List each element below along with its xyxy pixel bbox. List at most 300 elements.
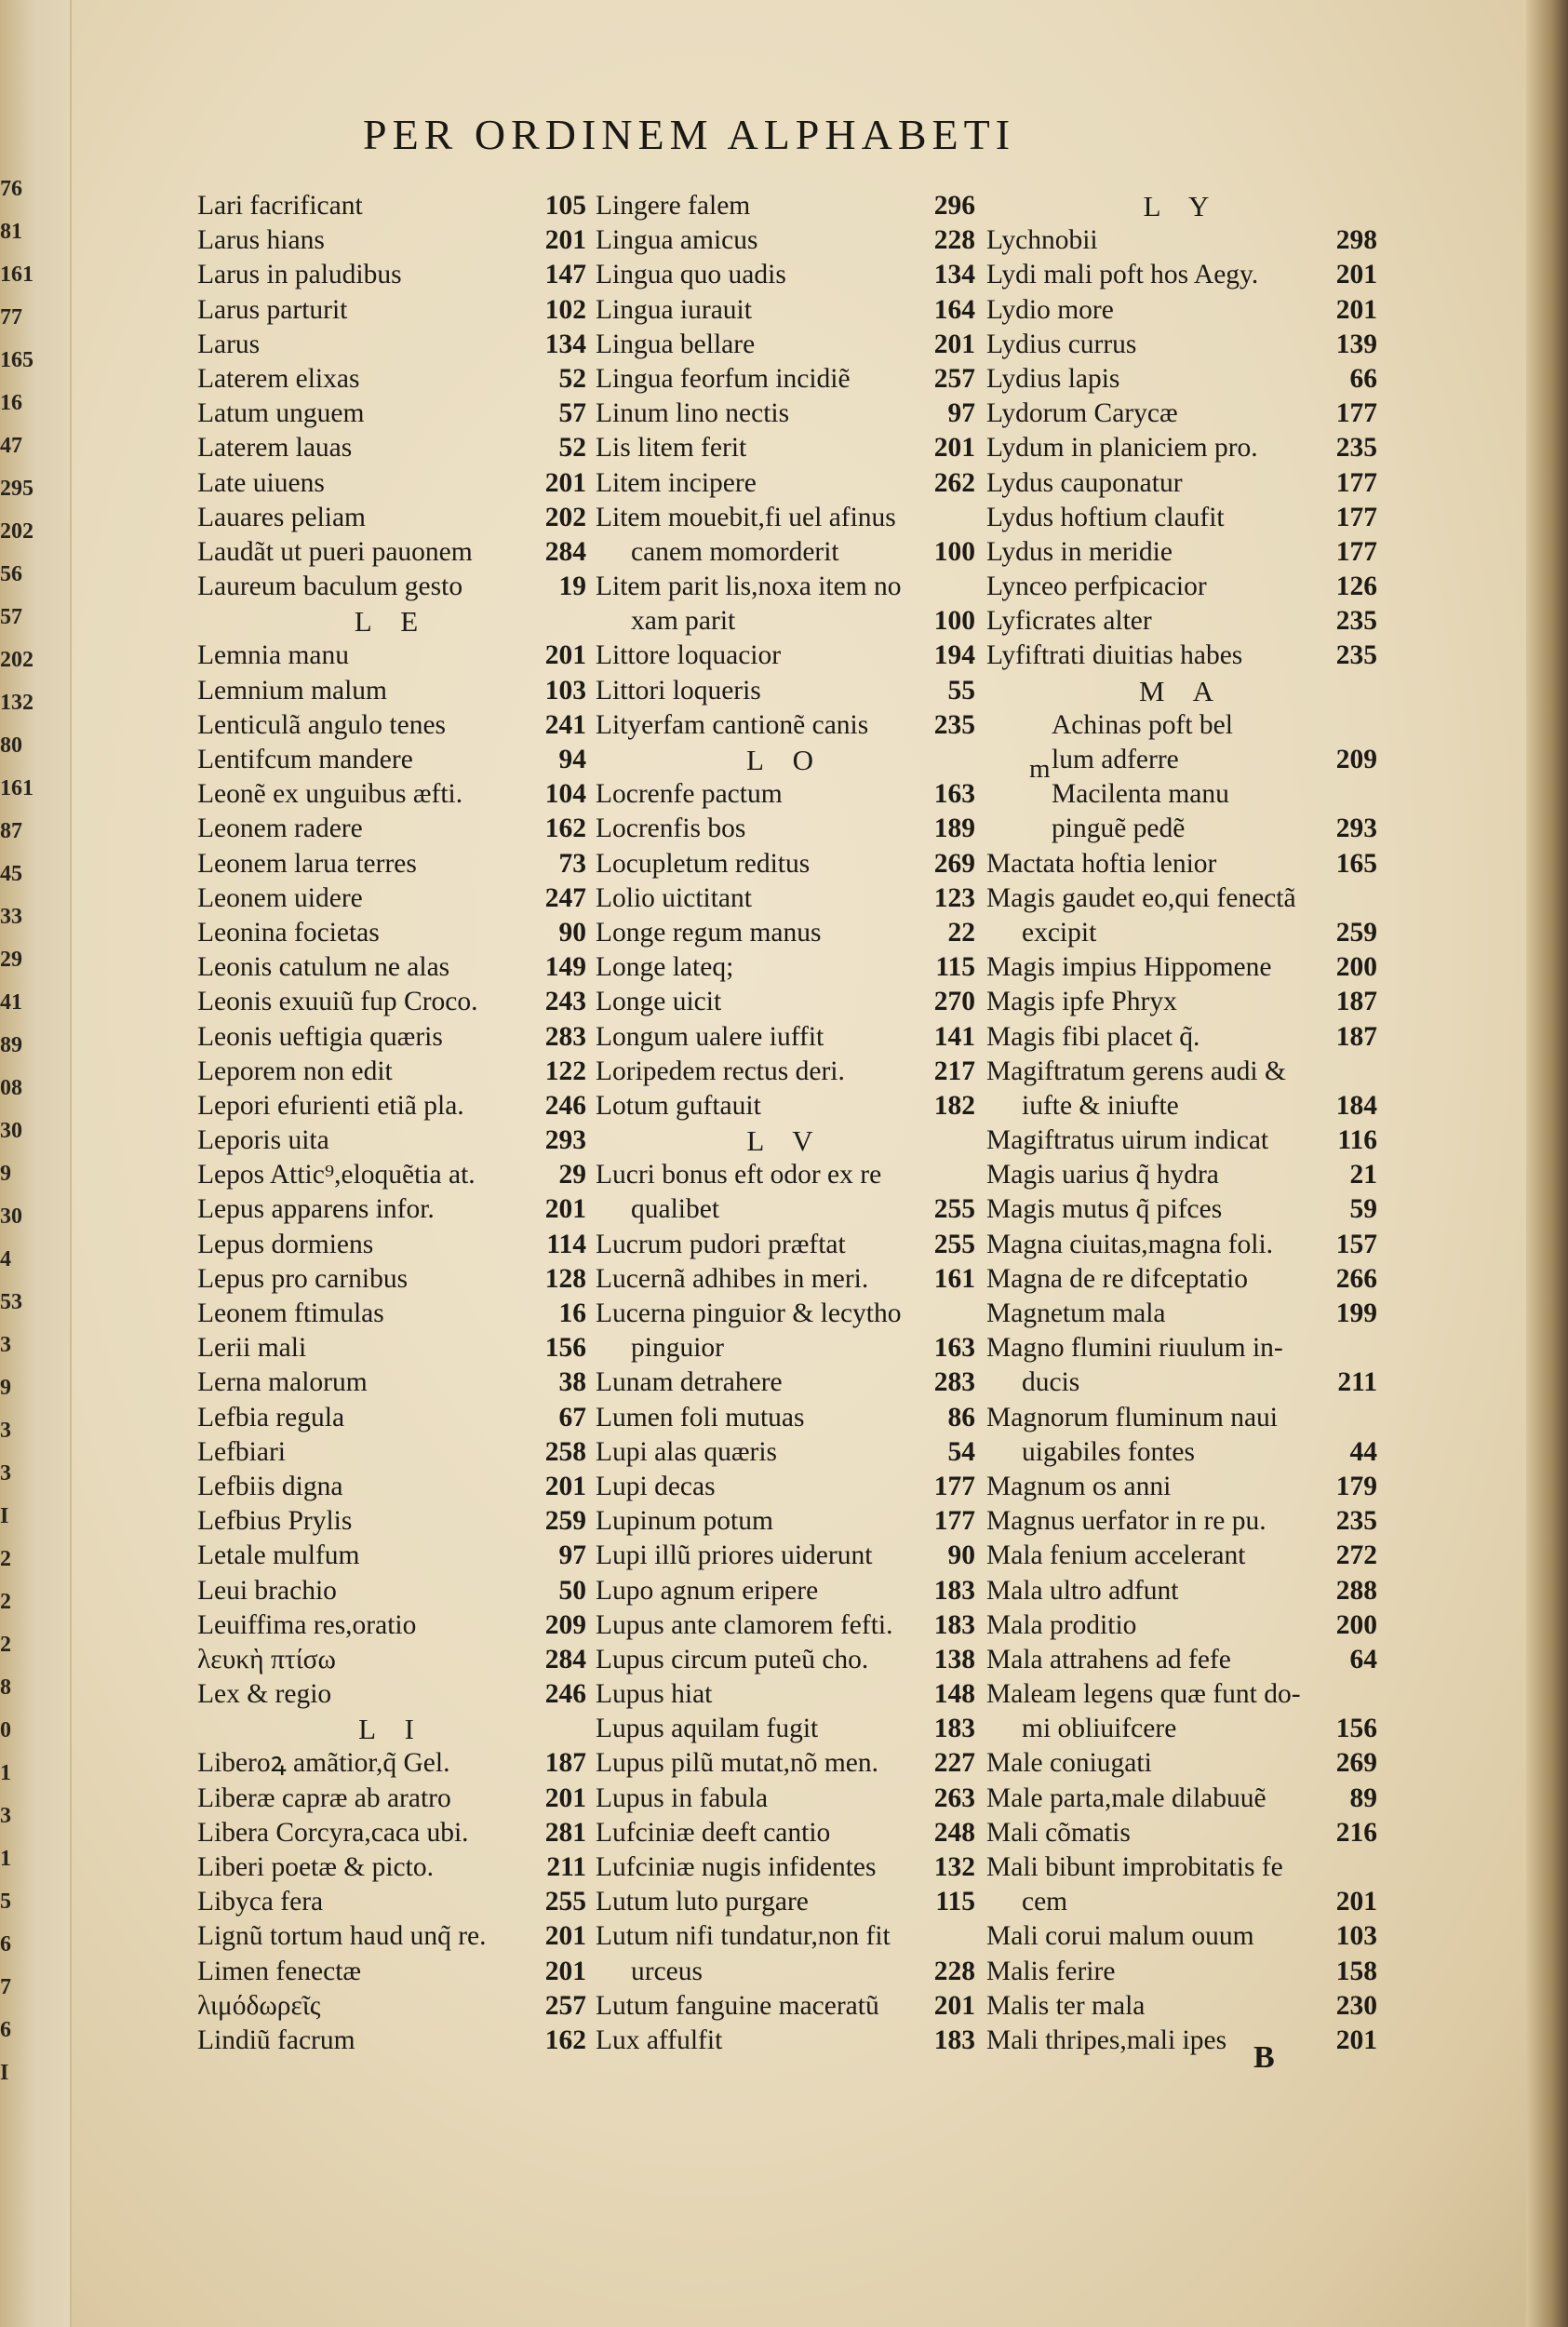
page-number: 187: [1335, 1021, 1377, 1052]
page-number: 262: [933, 467, 975, 498]
index-entry: [197, 535, 586, 570]
index-entry: [197, 1919, 586, 1954]
index-entry: [197, 985, 586, 1019]
page-number: 122: [544, 1056, 586, 1086]
entry-text: Magnetum mala: [986, 1298, 1166, 1328]
entry-text: Longe uicit: [596, 987, 722, 1017]
page-number: 177: [1335, 536, 1377, 567]
entry-text: Magno flumini riuulum in-: [986, 1333, 1283, 1364]
page-number: 19: [558, 572, 586, 602]
entry-text: Littore loquacior: [596, 640, 782, 671]
index-entry: [986, 535, 1377, 570]
index-entry: [986, 466, 1377, 501]
index-entry: [986, 397, 1377, 431]
gutter-number: 57: [0, 605, 22, 629]
index-entry: [197, 293, 586, 328]
index-entry: [986, 1262, 1377, 1297]
page-number: 298: [1335, 225, 1377, 256]
entry-text: Lari facrificant: [197, 191, 363, 221]
page-number: 183: [933, 1609, 975, 1640]
page-number: 227: [933, 1748, 975, 1779]
page-number: 50: [558, 1575, 586, 1606]
index-entry: [197, 1365, 586, 1400]
page-number: 183: [933, 1575, 975, 1606]
entry-text: Lefbiari: [197, 1436, 286, 1467]
gutter-number: 295: [0, 477, 34, 501]
page-number: 228: [933, 1956, 975, 1986]
page-number: 257: [933, 363, 975, 394]
page-number: 163: [933, 779, 975, 810]
entry-text: qualibet: [631, 1194, 720, 1225]
page-number: 103: [544, 675, 586, 706]
index-entry: [596, 1816, 975, 1850]
gutter-number: 3: [0, 1461, 11, 1486]
page-number: 235: [1335, 606, 1377, 637]
index-column-3: [986, 189, 1377, 2058]
entry-text: Magna de re difceptatio: [986, 1263, 1248, 1294]
entry-text: Laterem lauas: [197, 433, 353, 464]
index-entry: [596, 1020, 975, 1055]
gutter-number: 9: [0, 1162, 11, 1186]
entry-text: Leporis uita: [197, 1125, 329, 1156]
gutter-number: 53: [0, 1290, 22, 1314]
page-number: 281: [544, 1817, 586, 1848]
entry-text: Lydius currus: [986, 329, 1137, 359]
index-entry: [986, 1782, 1377, 1816]
gutter-number: 33: [0, 905, 22, 929]
page-number: 235: [933, 709, 975, 740]
index-entry: [986, 1435, 1377, 1470]
index-entry: [986, 1401, 1377, 1435]
index-entry: [596, 362, 975, 397]
section-heading-text: L I: [358, 1713, 425, 1746]
index-entry: [986, 950, 1377, 985]
page-number: 283: [933, 1367, 975, 1398]
entry-text: Malis ter mala: [986, 1990, 1146, 2021]
entry-text: xam parit: [631, 606, 736, 637]
index-entry: [986, 1504, 1377, 1539]
entry-text: Lignũ tortum haud unq̃ re.: [197, 1921, 487, 1952]
page-number: 183: [933, 2024, 975, 2055]
index-entry: [197, 1850, 586, 1885]
page-number: 52: [558, 433, 586, 464]
index-entry: [197, 881, 586, 916]
entry-text: Magnorum fluminum naui: [986, 1402, 1278, 1433]
entry-text: Lityerfam cantionẽ canis: [596, 709, 869, 740]
page-number: 90: [947, 1540, 975, 1571]
entry-text: Leui brachio: [197, 1575, 337, 1606]
entry-text: λιμόδωρεῖς: [197, 1990, 321, 2021]
entry-text: Lydus hoftium claufit: [986, 502, 1225, 532]
page-number: 296: [933, 191, 975, 221]
gutter-number: 165: [0, 348, 34, 372]
page-number: 258: [544, 1436, 586, 1467]
index-entry: [596, 466, 975, 501]
gutter-number: 5: [0, 1890, 11, 1914]
gutter-number: 6: [0, 1932, 11, 1957]
index-entry: [986, 1470, 1377, 1504]
index-entry: [986, 1816, 1377, 1850]
section-heading-text: L O: [746, 744, 824, 776]
index-entry: [197, 2024, 586, 2058]
page-number: 187: [1335, 987, 1377, 1017]
entry-text: Littori loqueris: [596, 675, 761, 706]
index-entry: [197, 950, 586, 985]
entry-text: Magis ipfe Phryx: [986, 987, 1177, 1017]
entry-text: Lupi decas: [596, 1471, 716, 1501]
index-entry: [197, 674, 586, 708]
index-entry: [596, 189, 975, 223]
entry-text: Magis uarius q̃ hydra: [986, 1160, 1219, 1190]
index-entry: [986, 2024, 1377, 2058]
index-entry: [596, 1401, 975, 1435]
index-entry: [197, 1608, 586, 1643]
entry-text: uigabiles fontes: [1022, 1436, 1195, 1467]
index-entry: [986, 501, 1377, 535]
index-entry: [596, 1365, 975, 1400]
page-number: 202: [544, 502, 586, 532]
gutter-number: I: [0, 1504, 9, 1528]
entry-text: Lupi illũ priores uiderunt: [596, 1540, 873, 1571]
entry-text: Lepus apparens infor.: [197, 1194, 435, 1225]
gutter-number: 81: [0, 220, 22, 244]
page-number: 116: [1337, 1125, 1377, 1156]
index-entry: [986, 1608, 1377, 1643]
page-header: PER ORDINEM ALPHABETI: [363, 111, 1016, 158]
index-entry: [986, 1712, 1377, 1746]
index-column-1: [197, 189, 586, 2058]
index-entry: [986, 1574, 1377, 1608]
entry-text: Leonis ueftigia quæris: [197, 1021, 443, 1052]
index-entry: [596, 777, 975, 812]
entry-text: Leporem non edit: [197, 1056, 393, 1086]
gutter-number: 08: [0, 1076, 22, 1100]
index-entry: [986, 1746, 1377, 1781]
page-number: 216: [1335, 1817, 1377, 1848]
index-entry: [596, 1989, 975, 2024]
entry-text: Lupus in fabula: [596, 1782, 769, 1813]
entry-text: Lemnium malum: [197, 675, 388, 706]
page-number: 126: [1335, 572, 1377, 602]
gutter-number: 202: [0, 519, 34, 544]
gutter-number: 47: [0, 434, 22, 458]
entry-text: Lutum fanguine maceratũ: [596, 1990, 879, 2021]
page-number: 97: [947, 398, 975, 429]
index-entry: [596, 501, 975, 535]
entry-text: Lupus hiat: [596, 1679, 713, 1710]
index-entry: [596, 1158, 975, 1192]
entry-text: urceus: [631, 1956, 703, 1986]
index-entry: [596, 916, 975, 950]
page-number: 201: [544, 640, 586, 671]
index-entry: [596, 293, 975, 328]
index-entry: [197, 1677, 586, 1712]
entry-text: Locupletum reditus: [596, 848, 811, 879]
entry-text: Lydus cauponatur: [986, 467, 1183, 498]
entry-text: Lotum guftauit: [596, 1090, 761, 1121]
index-entry: [986, 1989, 1377, 2024]
index-entry: [596, 535, 975, 570]
page-number: 284: [544, 536, 586, 567]
index-entry: [596, 985, 975, 1019]
entry-text: Leonis exuuiũ fup Croco.: [197, 987, 478, 1017]
page-number: 162: [544, 2024, 586, 2055]
page-number: 201: [1335, 2024, 1377, 2055]
page-number: 284: [544, 1644, 586, 1675]
page-number: 86: [947, 1402, 975, 1433]
page-number: 217: [933, 1056, 975, 1086]
index-entry: [197, 1435, 586, 1470]
entry-text: Litem incipere: [596, 467, 757, 498]
entry-text: ducis: [1022, 1367, 1080, 1398]
entry-text: lum adferre: [1052, 745, 1179, 774]
index-entry: [596, 1297, 975, 1331]
entry-text: Lolio uictitant: [596, 882, 752, 913]
section-heading: [197, 1712, 586, 1746]
entry-text: iufte & iniufte: [1022, 1090, 1179, 1121]
index-entry: [596, 570, 975, 604]
entry-text: Lucerna pinguior & lecytho: [596, 1298, 902, 1328]
page-number: 266: [1335, 1263, 1377, 1294]
index-entry: [986, 1158, 1377, 1192]
entry-text: Lerna malorum: [197, 1367, 368, 1398]
index-entry: [197, 777, 586, 812]
page-number: 246: [544, 1090, 586, 1121]
entry-text: Lupinum potum: [596, 1506, 773, 1537]
entry-text: Laureum baculum gesto: [197, 572, 463, 602]
entry-text: Lepori efurienti etiã pla.: [197, 1090, 464, 1121]
page-number: 90: [558, 917, 586, 948]
entry-text: Lefbiis digna: [197, 1471, 343, 1501]
page-number: 57: [558, 398, 586, 429]
index-entry: [596, 1089, 975, 1123]
page-number: 241: [544, 709, 586, 740]
page-number: 123: [933, 882, 975, 913]
entry-text: Laudãt ut pueri pauonem: [197, 536, 473, 567]
entry-text: Lydum in planiciem pro.: [986, 433, 1258, 464]
page-number: 201: [933, 329, 975, 359]
gutter-number: 30: [0, 1119, 22, 1143]
index-entry: [197, 1574, 586, 1608]
index-entry: [197, 1782, 586, 1816]
entry-text: Magnum os anni: [986, 1471, 1172, 1501]
page-number: 73: [558, 848, 586, 879]
page-number: 283: [544, 1021, 586, 1052]
entry-text: Macilenta manu: [1052, 779, 1229, 810]
entry-text: Lauares peliam: [197, 502, 367, 532]
index-entry: [197, 1297, 586, 1331]
index-entry: [596, 223, 975, 258]
index-entry: [986, 639, 1377, 673]
index-entry: [197, 501, 586, 535]
gutter-number: 29: [0, 948, 22, 972]
index-entry: [986, 1850, 1377, 1885]
index-entry: [986, 1955, 1377, 1989]
index-entry: [197, 1401, 586, 1435]
gutter-number: 77: [0, 305, 22, 330]
page-number: 29: [558, 1160, 586, 1190]
entry-text: Locrenfis bos: [596, 814, 746, 844]
section-heading: [986, 189, 1377, 223]
page-number: 22: [947, 917, 975, 948]
page-number: 201: [544, 1194, 586, 1225]
entry-text: Maleam legens quæ funt do-: [986, 1679, 1301, 1710]
index-column-2: [596, 189, 975, 2058]
page-number: 189: [933, 814, 975, 844]
gutter-number: 80: [0, 733, 22, 758]
index-entry: [197, 1989, 586, 2024]
index-entry: [197, 1228, 586, 1262]
index-entry: [596, 1608, 975, 1643]
page-number: 199: [1335, 1298, 1377, 1328]
page-number: 134: [933, 260, 975, 290]
index-entry: [986, 1677, 1377, 1712]
index-entry: [986, 328, 1377, 362]
page-number: 177: [933, 1506, 975, 1537]
index-entry: [596, 397, 975, 431]
page-number: 100: [933, 536, 975, 567]
page-number: 201: [1335, 1887, 1377, 1917]
entry-text: Lydus in meridie: [986, 536, 1173, 567]
gutter-number: 41: [0, 990, 22, 1015]
index-entry: [197, 223, 586, 258]
index-entry: [197, 1123, 586, 1158]
page-number: 179: [1335, 1471, 1377, 1501]
index-entry: [596, 1712, 975, 1746]
entry-text: Lucernã adhibes in meri.: [596, 1263, 869, 1294]
index-entry: [596, 674, 975, 708]
entry-text: Achinas poft bel: [1052, 709, 1233, 740]
page-number: 270: [933, 987, 975, 1017]
entry-text: Lingua bellare: [596, 329, 756, 359]
page-number: 293: [544, 1125, 586, 1156]
entry-text: Lefbius Prylis: [197, 1506, 353, 1537]
index-entry: [197, 639, 586, 673]
page-number: 201: [544, 225, 586, 256]
section-heading-text: M A: [1139, 674, 1225, 707]
entry-text: Male coniugati: [986, 1748, 1152, 1779]
page-number: 201: [544, 1471, 586, 1501]
page-number: 177: [933, 1471, 975, 1501]
index-entry: [596, 328, 975, 362]
entry-text: canem momorderit: [631, 536, 839, 567]
index-entry: [596, 1677, 975, 1712]
index-entry: [197, 1055, 586, 1089]
entry-text: Magiftratum gerens audi &: [986, 1056, 1286, 1086]
page-number: 243: [544, 987, 586, 1017]
index-entry: [596, 1885, 975, 1919]
entry-text: Lynceo perfpicacior: [986, 572, 1207, 602]
page-number: 147: [544, 260, 586, 290]
page-number: 115: [935, 1887, 975, 1917]
page-number: 235: [1335, 433, 1377, 464]
entry-text: Liberi poetæ & picto.: [197, 1852, 434, 1882]
index-entry: [596, 1228, 975, 1262]
index-entry: [596, 1435, 975, 1470]
entry-text: Lupus circum puteũ cho.: [596, 1644, 869, 1675]
gutter-number: 202: [0, 648, 34, 672]
entry-text: Mala ultro adfunt: [986, 1575, 1179, 1606]
gutter-number: 3: [0, 1419, 11, 1443]
page-number: 201: [544, 1956, 586, 1986]
index-entry: [986, 1885, 1377, 1919]
entry-text: Lucrum pudori præftat: [596, 1229, 846, 1259]
page-number: 263: [933, 1782, 975, 1813]
entry-text: Mala attrahens ad fefe: [986, 1644, 1231, 1675]
entry-text: Lutum luto purgare: [596, 1887, 809, 1917]
index-entry: [197, 1020, 586, 1055]
entry-text: λευκὴ πτίσω: [197, 1644, 336, 1675]
page-number: 103: [1335, 1921, 1377, 1952]
index-entry: [197, 916, 586, 950]
entry-text: Magiftratus uirum indicat: [986, 1125, 1269, 1156]
page-number: 156: [1335, 1714, 1377, 1744]
entry-text: Larus hians: [197, 225, 325, 256]
entry-text: Lychnobii: [986, 225, 1098, 256]
entry-text: Laterem elixas: [197, 363, 360, 394]
entry-text: Lupus pilũ mutat,nõ men.: [596, 1748, 878, 1779]
entry-text: Lumen foli mutuas: [596, 1402, 805, 1433]
page-number: 200: [1335, 1609, 1377, 1640]
entry-text: Lupi alas quæris: [596, 1436, 778, 1467]
page-number: 114: [546, 1229, 586, 1259]
entry-text: Lingua iurauit: [596, 294, 752, 325]
page-number: 156: [544, 1333, 586, 1364]
page-number: 288: [1335, 1575, 1377, 1606]
entry-text: Liberoꝝ amãtior,q̃ Gel.: [197, 1748, 450, 1779]
entry-text: Magnus uerfator in re pu.: [986, 1506, 1266, 1537]
entry-text: Mali cõmatis: [986, 1817, 1131, 1848]
index-entry: [197, 1089, 586, 1123]
entry-text: pinguior: [631, 1333, 724, 1364]
entry-text: Lepos Attic⁹,eloquẽtia at.: [197, 1160, 476, 1190]
page-number: 44: [1349, 1436, 1377, 1467]
entry-text: Lex & regio: [197, 1679, 332, 1710]
gutter-number: 8: [0, 1675, 11, 1700]
page-number: 183: [933, 1714, 975, 1744]
page-number: 158: [1335, 1956, 1377, 1986]
entry-text: Magis gaudet eo,qui fenectã: [986, 882, 1296, 913]
page-number: 194: [933, 640, 975, 671]
index-entry: [986, 1297, 1377, 1331]
page-number: 201: [1335, 260, 1377, 290]
index-entry: [986, 1055, 1377, 1089]
entry-text: Magis fibi placet q̃.: [986, 1021, 1200, 1052]
section-heading-text: L V: [746, 1124, 824, 1158]
index-entry: [986, 1020, 1377, 1055]
entry-text: Mali bibunt improbitatis fe: [986, 1852, 1283, 1882]
index-entry: [596, 2024, 975, 2058]
entry-text: Larus parturit: [197, 294, 348, 325]
page-edge-shadow: [1526, 0, 1568, 2327]
entry-text: Lerii mali: [197, 1333, 307, 1364]
entry-text: Male parta,male dilabuuẽ: [986, 1782, 1266, 1813]
index-entry: [986, 1919, 1377, 1954]
entry-text: Litem mouebit,fi uel afinus: [596, 502, 896, 532]
page-number: 21: [1349, 1160, 1377, 1190]
entry-text: Limen fenectæ: [197, 1956, 362, 1986]
page-number: 138: [933, 1644, 975, 1675]
index-entry: [596, 1782, 975, 1816]
entry-text: Lemnia manu: [197, 640, 350, 671]
index-entry: [986, 1365, 1377, 1400]
index-entry: [596, 1262, 975, 1297]
entry-text: Leonem ftimulas: [197, 1298, 384, 1328]
entry-text: Lis litem ferit: [596, 433, 747, 464]
page-number: 64: [1349, 1644, 1377, 1675]
gutter-number: 4: [0, 1247, 11, 1271]
entry-text: Lepus pro carnibus: [197, 1263, 409, 1294]
